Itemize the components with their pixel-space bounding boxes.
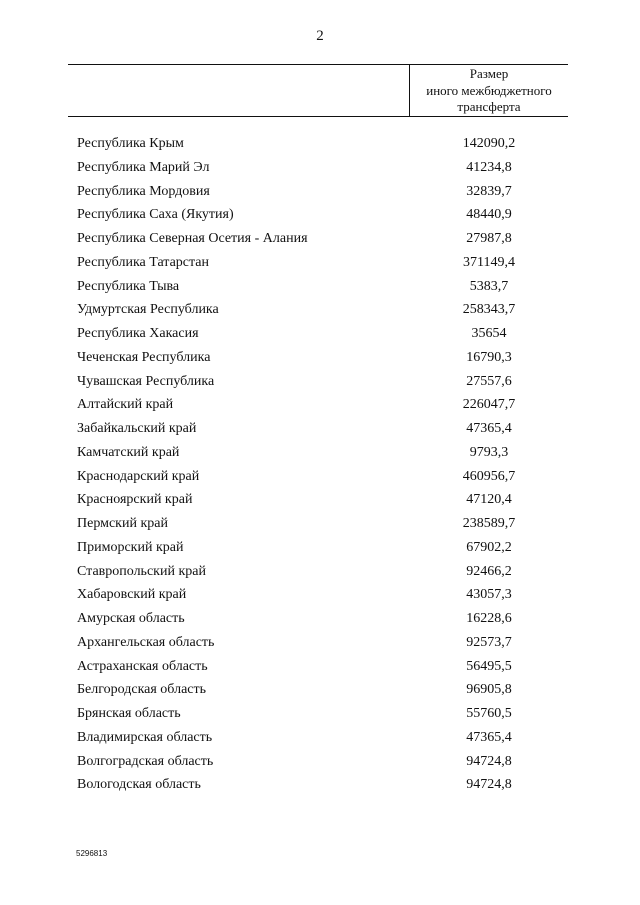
transfer-amount: 5383,7	[469, 278, 509, 294]
region-name: Удмуртская Республика	[77, 302, 219, 318]
region-name: Республика Марий Эл	[77, 159, 210, 175]
transfer-amount: 47365,4	[466, 729, 512, 745]
transfer-amount: 96905,8	[466, 682, 512, 698]
transfer-amount: 27557,6	[466, 373, 512, 389]
transfer-amount: 56495,5	[466, 658, 512, 674]
transfer-amount: 16228,6	[466, 611, 512, 626]
transfer-amount: 67902,2	[466, 539, 512, 555]
transfer-amount: 48440,9	[466, 207, 512, 223]
column-header-amount	[410, 66, 568, 116]
transfer-amount: 9793,3	[469, 444, 509, 460]
region-name: Краснодарский край	[77, 468, 200, 484]
transfer-amount: 16790,3	[466, 349, 512, 365]
table-row	[0, 488, 640, 512]
table-row	[0, 275, 640, 299]
region-name: Владимирская область	[77, 729, 213, 745]
region-name: Вологодская область	[77, 777, 201, 793]
transfer-amount: 41234,8	[466, 159, 512, 175]
table-row	[0, 631, 640, 655]
document-code: 5296813	[76, 849, 108, 858]
table-row	[0, 417, 640, 441]
region-name: Республика Мордовия	[77, 183, 210, 199]
table-row	[0, 132, 640, 156]
transfer-amount: 55760,5	[466, 706, 512, 721]
transfer-amount: 32839,7	[466, 183, 512, 199]
table-row	[0, 607, 640, 631]
table-row	[0, 298, 640, 322]
table-row	[0, 180, 640, 204]
table-row	[0, 465, 640, 489]
region-name: Республика Северная Осетия - Алания	[77, 231, 308, 246]
region-name: Хабаровский край	[77, 587, 187, 603]
table-row	[0, 370, 640, 394]
region-name: Республика Саха (Якутия)	[77, 207, 234, 223]
region-name: Республика Татарстан	[77, 254, 210, 270]
column-header-line: иного межбюджетного	[426, 82, 552, 98]
transfer-amount: 371149,4	[463, 254, 515, 270]
transfer-amount: 92466,2	[466, 563, 512, 579]
page-number: 2	[316, 28, 324, 44]
region-name: Архангельская область	[77, 634, 215, 650]
region-name: Волгоградская область	[77, 753, 214, 769]
transfer-amount: 27987,8	[466, 231, 512, 246]
region-name: Амурская область	[77, 611, 185, 626]
table-top-rule	[68, 64, 568, 65]
region-name: Чувашская Республика	[77, 373, 215, 389]
table-row	[0, 560, 640, 584]
transfer-amount: 460956,7	[462, 468, 516, 484]
transfer-amount: 226047,7	[462, 397, 516, 413]
region-name: Ставропольский край	[77, 563, 206, 579]
transfer-amount: 94724,8	[466, 753, 512, 769]
table-row	[0, 393, 640, 417]
transfer-amount: 92573,7	[466, 634, 512, 650]
transfer-amount: 47365,4	[466, 421, 512, 436]
table-row	[0, 702, 640, 726]
region-name: Пермский край	[77, 516, 168, 531]
table-row	[0, 678, 640, 702]
transfer-amount: 47120,4	[466, 492, 512, 508]
table-row	[0, 346, 640, 370]
region-name: Приморский край	[77, 539, 184, 555]
region-name: Республика Крым	[77, 136, 184, 151]
region-name: Забайкальский край	[77, 421, 197, 436]
region-name: Республика Хакасия	[77, 326, 199, 341]
transfer-amount: 94724,8	[466, 777, 512, 793]
table-row	[0, 203, 640, 227]
table-row	[0, 750, 640, 774]
table-body	[0, 132, 640, 797]
table-header-rule	[68, 116, 568, 117]
column-header-line: трансферта	[457, 99, 521, 114]
column-header-line: Размер	[469, 66, 509, 81]
table-row	[0, 251, 640, 275]
transfer-amount: 43057,3	[466, 587, 512, 603]
transfer-amount: 258343,7	[462, 302, 516, 318]
region-name: Камчатский край	[77, 444, 180, 460]
region-name: Чеченская Республика	[77, 349, 211, 365]
table-row	[0, 726, 640, 750]
table-row	[0, 773, 640, 797]
region-name: Республика Тыва	[77, 278, 180, 294]
transfer-amount: 142090,2	[462, 136, 516, 151]
table-row	[0, 322, 640, 346]
table-row	[0, 227, 640, 251]
table-row	[0, 512, 640, 536]
region-name: Брянская область	[77, 706, 181, 721]
table-row	[0, 441, 640, 465]
table-row	[0, 536, 640, 560]
transfer-amount: 238589,7	[462, 516, 516, 531]
region-name: Алтайский край	[77, 397, 174, 413]
transfer-amount: 35654	[471, 326, 507, 341]
region-name: Астраханская область	[77, 658, 208, 674]
region-name: Белгородская область	[77, 682, 207, 698]
table-row	[0, 156, 640, 180]
region-name: Красноярский край	[77, 492, 193, 508]
table-row	[0, 583, 640, 607]
table-row	[0, 655, 640, 679]
